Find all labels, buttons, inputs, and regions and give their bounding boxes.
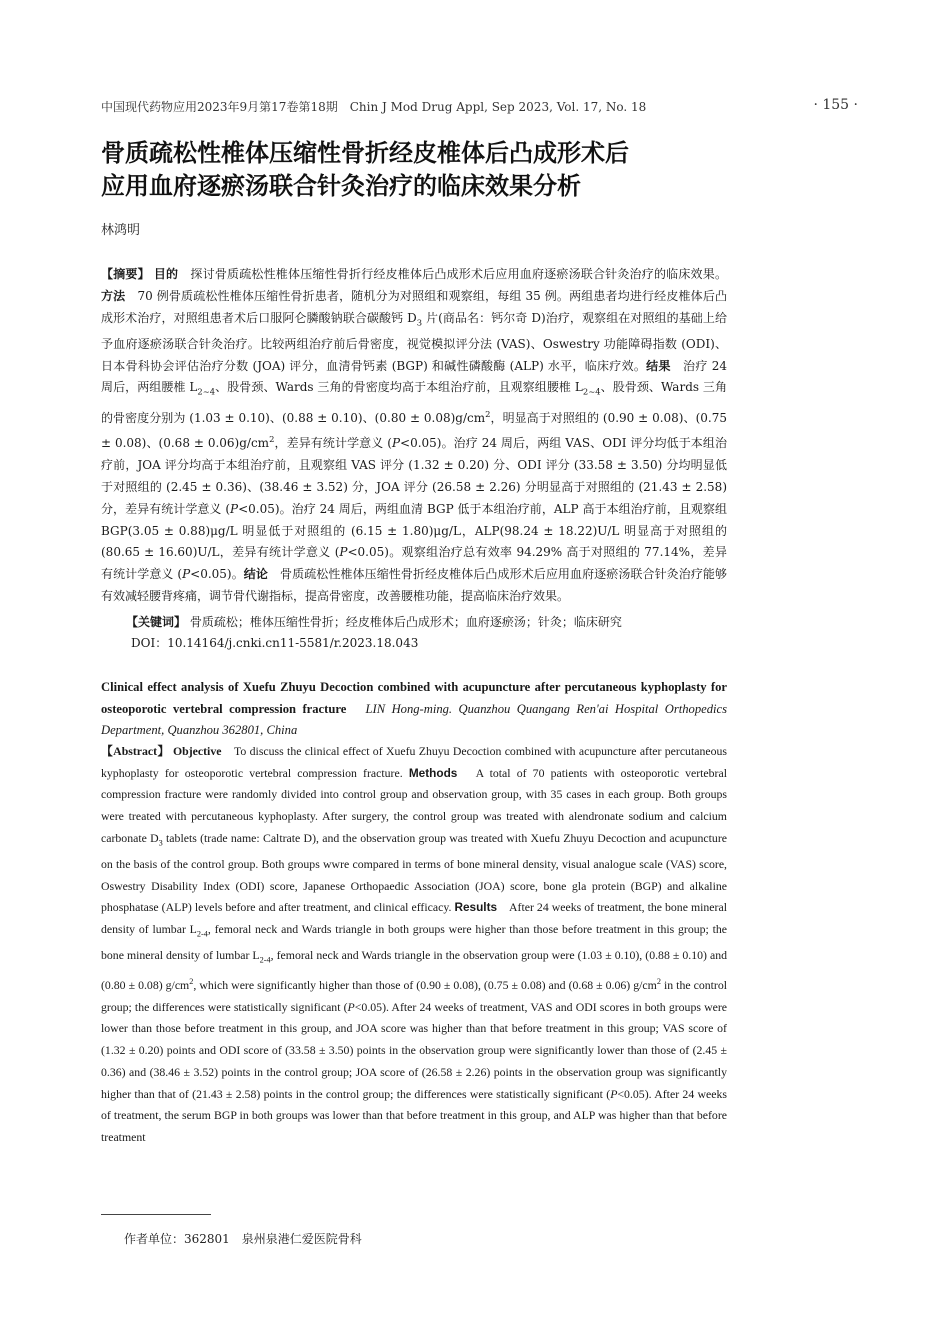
en-methods-label: Methods (408, 765, 458, 780)
results-text: <0.05)。治疗 24 周后，两组血清 BGP 低于本组治疗前，ALP 高于本组治疗前，且观察组 BGP(3.05 ± 0.88)μg/L 明显低于对照组的 (6.15 ± 1.80)μg/L，ALP(98.24 ± 18.22)U/L 明显高于对照组的 (80.65 ± 16.60)U/L，差异有统计学意义 ( (101, 501, 727, 560)
title-line-2: 应用血府逐瘀汤联合针灸治疗的临床效果分析 (101, 172, 581, 200)
english-title-block (101, 677, 727, 742)
en-methods-text: A total of 70 patients with osteoporotic vertebral compression fracture were randomly divided into control group and observation group, with 35 cases in each group. Both groups were treated with percutaneous kyphoplasty. After surgery, the control group was treated with alendronate sodium and calcium carbonate D (101, 765, 727, 845)
superscript: 2 (189, 977, 194, 987)
p-symbol: P (610, 1086, 618, 1101)
en-results-text: After 24 weeks of treatment, the bone mineral density of lumbar L (101, 900, 727, 936)
conclusion-label: 结论 (243, 567, 268, 582)
page-number: · 155 · (813, 97, 858, 113)
en-results-text: , which were significantly higher than those of (0.90 ± 0.08), (0.75 ± 0.08) and (0.68 ± 0.06) g/cm (193, 978, 657, 993)
author: 林鸿明 (101, 223, 141, 238)
results-text: 治疗 24 周后，两组腰椎 L (101, 358, 727, 395)
p-symbol: P (182, 567, 191, 582)
results-text: <0.05)。观察组治疗总有效率 94.29% 高于对照组的 77.14%，差异有统计学意义 ( (101, 545, 727, 582)
subscript: 2-4 (196, 929, 208, 939)
english-author-affiliation: LIN Hong-ming. Quanzhou Quangang Ren'ai Hospital Orthopedics Department, Quanzhou 362801, China (101, 701, 728, 737)
en-methods-text-2: tablets (trade name: Caltrate D), and the observation group was treated with Xuefu Zhuyu Decoction and acupuncture on the basis of the control group. Both groups wwre compared in terms of bone mineral density, visual analogue scale (VAS) score, Oswestry Disability Index (ODI) score, Japanese Orthopaedic Association (JOA) score, bone gla protein (BGP) and alkaline phosphatase (ALP) levels before and after treatment, and clinical efficacy. (101, 830, 727, 915)
en-objective-label: Objective (172, 744, 222, 758)
en-results-text: , femoral neck and Wards triangle in both groups were higher than those before treatment in this group; the bone mineral density of lumbar L (101, 921, 728, 963)
en-objective-text: To discuss the clinical effect of Xuefu Zhuyu Decoction combined with acupuncture after percutaneous kyphoplasty for osteoporotic vertebral compression fracture. (101, 744, 727, 780)
title-line-1: 骨质疏松性椎体压缩性骨折经皮椎体后凸成形术后 (101, 139, 629, 167)
en-results-text: in the control group; the differences were statistically significant ( (101, 978, 728, 1014)
footnote-affiliation: 作者单位：362801 泉州泉港仁爱医院骨科 (124, 1232, 362, 1246)
results-label: 结果 (646, 358, 671, 373)
keywords-label: 【关键词】 (126, 615, 187, 629)
en-results-text: <0.05). After 24 weeks of treatment, the serum BGP in both groups was lower than that before treatment in this group, and ALP was higher than that before treatment (101, 1086, 727, 1144)
conclusion-text: 骨质疏松性椎体压缩性骨折经皮椎体后凸成形术后应用血府逐瘀汤联合针灸治疗能够有效减轻腰背疼痛，调节骨代谢指标，提高骨密度，改善腰椎功能，提高临床治疗效果。 (101, 567, 727, 603)
english-abstract (101, 741, 727, 1149)
objective-label: 目的 (153, 267, 179, 281)
results-text: ，明显高于对照组的 (0.90 ± 0.08)、(0.75 ± 0.08)、(0.68 ± 0.06)g/cm (101, 410, 727, 451)
subscript: 2-4 (259, 955, 271, 965)
p-symbol: P (391, 436, 401, 451)
keywords-text: 骨质疏松；椎体压缩性骨折；经皮椎体后凸成形术；血府逐瘀汤；针灸；临床研究 (189, 615, 622, 629)
results-text: ，差异有统计学意义 ( (274, 436, 392, 451)
superscript: 2 (269, 434, 275, 445)
methods-text: 70 例骨质疏松性椎体压缩性骨折患者，随机分为对照组和观察组，每组 35 例。两组患者均进行经皮椎体后凸成形术治疗，对照组患者术后口服阿仑膦酸钠联合碳酸钙 D (101, 288, 727, 325)
running-header: 中国现代药物应用2023年9月第17卷第18期 Chin J Mod Drug Appl, Sep 2023, Vol. 17, No. 18 (101, 100, 647, 114)
subscript: 2~4 (582, 386, 601, 397)
subscript: 3 (158, 838, 163, 848)
en-abstract-label: 【Abstract】 (101, 744, 170, 758)
doi: DOI：10.14164/j.cnki.cn11-5581/r.2023.18.043 (131, 636, 419, 650)
p-symbol: P (347, 999, 355, 1014)
results-text: <0.05)。 (190, 567, 244, 582)
en-results-text: , femoral neck and Wards triangle in the observation group were (1.03 ± 0.10), (0.88 ± 0.10) and (0.80 ± 0.08) g/cm (101, 948, 728, 993)
en-results-text: <0.05). After 24 weeks of treatment, VAS and ODI scores in both groups were lower than those before treatment in this group, and JOA score was higher than that before treatment in this group; VAS score of (1.32 ± 0.20) points and ODI score of (33.58 ± 3.50) points in the observation group were significantly lower than those of (2.45 ± 0.36) and (38.46 ± 3.52) points in the control group; JOA score of (26.58 ± 2.26) points in the observation group was significantly higher than that of (21.43 ± 2.58) points in the control group; the differences were statistically significant ( (101, 999, 727, 1101)
article-title (101, 137, 861, 203)
results-text: 、股骨颈、Wards 三角的骨密度分别为 (1.03 ± 0.10)、(0.88 ± 0.10)、(0.80 ± 0.08)g/cm (101, 380, 727, 425)
methods-label: 方法 (101, 288, 126, 303)
p-symbol: P (339, 545, 348, 560)
footnote-rule (101, 1214, 211, 1215)
subscript: 3 (416, 316, 423, 327)
results-text: <0.05)。治疗 24 周后，两组 VAS、ODI 评分均低于本组治疗前，JOA 评分均高于本组治疗前，且观察组 VAS 评分 (1.32 ± 0.20) 分、ODI 评分 (33.58 ± 3.50) 分均明显低于对照组的 (2.45 ± 0.36)、(38.46 ± 3.52) 分，JOA 评分 (26.58 ± 2.26) 分明显高于对照组的 (21.43 ± 2.58) 分，差异有统计学意义 ( (101, 436, 727, 516)
keywords (126, 612, 726, 632)
superscript: 2 (656, 977, 661, 987)
methods-text-2: 片(商品名：钙尔奇 D)治疗，观察组在对照组的基础上给予血府逐瘀汤联合针灸治疗。比较两组治疗前后骨密度，视觉模拟评分法 (VAS)、Oswestry 功能障碍指数 (ODI)、日本骨科协会评估治疗分数 (JOA) 评分，血清骨钙素 (BGP) 和碱性磷酸酶 (ALP) 水平，临床疗效。 (101, 310, 727, 373)
chinese-abstract (101, 264, 727, 608)
en-results-label: Results (454, 900, 498, 915)
subscript: 2~4 (197, 386, 216, 397)
results-text: 、股骨颈、Wards 三角的骨密度均高于本组治疗前，且观察组腰椎 L (215, 380, 583, 395)
english-title: Clinical effect analysis of Xuefu Zhuyu Decoction combined with acupuncture after percutaneous kyphoplasty for osteoporotic vertebral compression fracture (101, 680, 727, 716)
superscript: 2 (485, 408, 491, 419)
p-symbol: P (230, 501, 239, 516)
objective-text: 探讨骨质疏松性椎体压缩性骨折行经皮椎体后凸成形术后应用血府逐瘀汤联合针灸治疗的临床效果。 (190, 267, 727, 281)
abstract-label: 【摘要】 (101, 267, 150, 281)
